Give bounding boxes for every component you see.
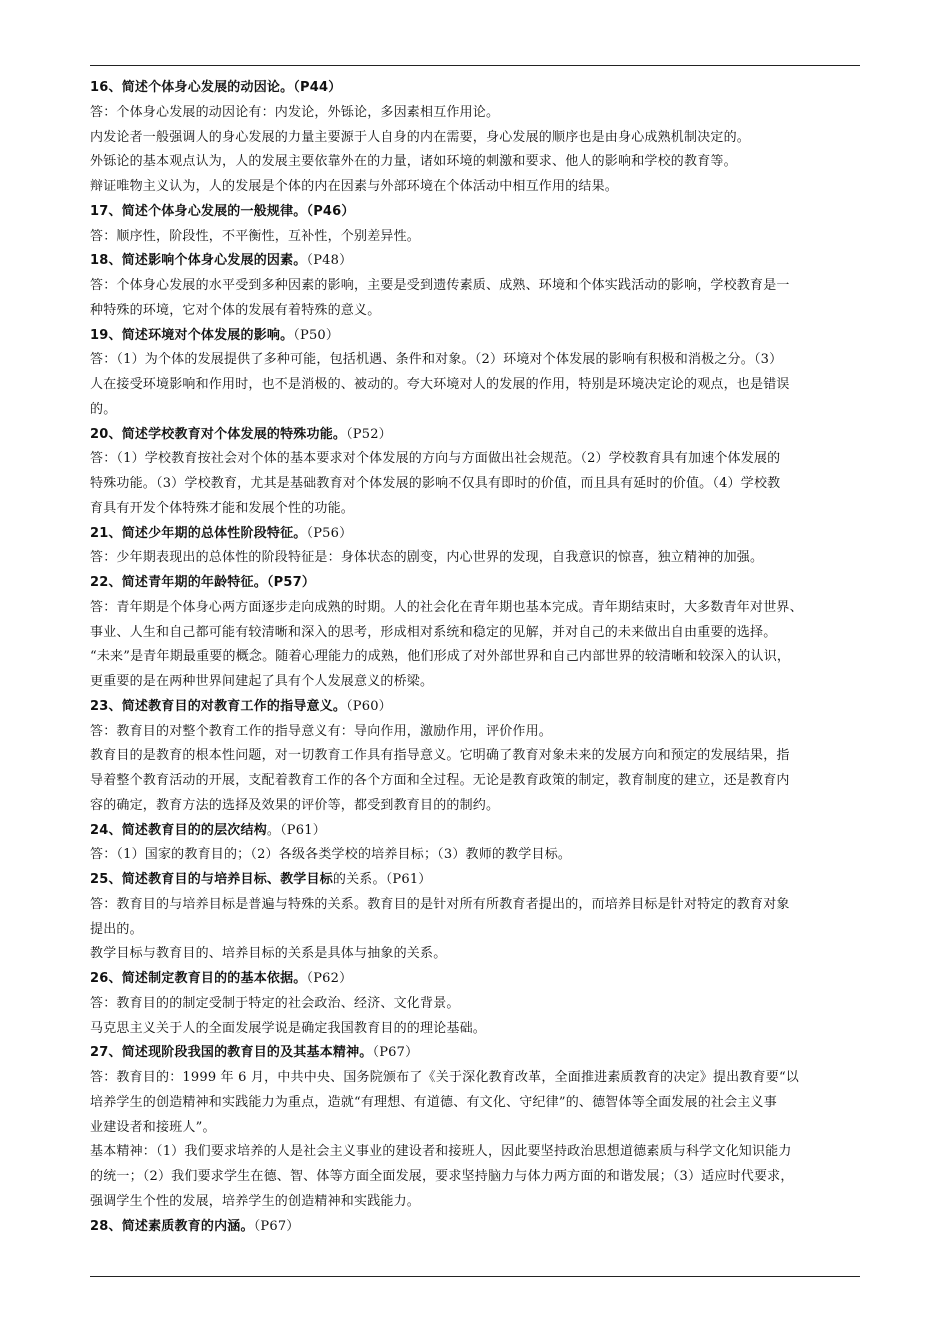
answer-line: 更重要的是在两种世界间建起了具有个人发展意义的桥梁。 [90,674,434,689]
answer-line: 基本精神：（1）我们要求培养的人是社会主义事业的建设者和接班人，因此要坚持政治思想道德素质与科学文化知识能力 [90,1144,792,1160]
page-reference: （P67） [372,1045,419,1061]
answer-line: 答：个体身心发展的水平受到多种因素的影响，主要是受到遗传素质、成熟、环境和个体实践活动的影响，学校教育是一 [90,278,790,293]
answer-line: 答：教育目的对整个教育工作的指导意义有：导向作用，激励作用，评价作用。 [90,723,553,739]
page-reference: （P52） [346,426,392,442]
question-title: 25、简述教育目的与培养目标、教学目标 [90,872,333,887]
question-title: 17、简述个体身心发展的一般规律。 [90,203,307,219]
question-heading [90,967,860,992]
question-title: 19、简述环境对个体发展的影响。 [90,327,294,343]
page-reference: （P48） [306,253,353,269]
page-reference: 。（P61） [266,822,326,838]
answer-line: 答：少年期表现出的总体性的阶段特征是：身体状态的剧变，内心世界的发现，自我意识的惊喜，独立精神的加强。 [90,550,764,566]
question-heading [90,1041,860,1066]
answer-line: 答：教育目的：1999 年 6 月，中共中央、国务院颁布了《关于深化教育改革，全面推进素质教育的决定》提出教育要“以 [90,1070,799,1085]
question-title: 16、简述个体身心发展的动因论。 [90,80,294,95]
answer-line: 答：（1）国家的教育目的；（2）各级各类学校的培养目标；（3）教师的教学目标。 [90,847,572,863]
question-heading [90,423,860,448]
answer-line: 人在接受环境影响和作用时，也不是消极的、被动的。夸大环境对人的发展的作用，特别是环境决定论的观点，也是错误 [90,377,790,392]
answer-line: 外铄论的基本观点认为，人的发展主要依靠外在的力量，诸如环境的刺激和要求、他人的影响和学校的教育等。 [90,154,737,170]
answer-line: 提出的。 [90,921,143,937]
answer-line: 答：（1）学校教育按社会对个体的基本要求对个体发展的方向与方面做出社会规范。（2）学校教育具有加速个体发展的 [90,451,781,467]
answer-line: 业建设者和接班人”。 [90,1119,216,1135]
answer-line: 容的确定，教育方法的选择及效果的评价等，都受到教育目的的制约。 [90,797,500,813]
question-title: 23、简述教育目的对教育工作的指导意义。 [90,698,347,714]
answer-line: 答：教育目的与培养目标是普遍与特殊的关系。教育目的是针对所有所教育者提出的，而培养目标是针对特定的教育对象 [90,896,790,912]
question-title: 26、简述制定教育目的的基本依据。 [90,971,307,986]
answer-line: 强调学生个性的发展，培养学生的创造精神和实践能力。 [90,1193,421,1209]
answer-line: 导着整个教育活动的开展，支配着教育工作的各个方面和全过程。无论是教育政策的制定，教育制度的建立，还是教育内 [90,773,790,788]
question-heading [90,868,860,893]
answer-line: 答：（1）为个体的发展提供了多种可能，包括机遇、条件和对象。（2）环境对个体发展的影响有积极和消极之分。（3） [90,352,783,368]
answer-line: 的统一；（2）我们要求学生在德、智、体等方面全面发展，要求坚持脑力与体力两方面的和谐发展；（3）适应时代要求， [90,1169,794,1184]
page-reference: （P67） [253,1218,300,1234]
answer-line: 事业、人生和自己都可能有较清晰和深入的思考，形成相对系统和稳定的见解，并对自己的未来做出自由重要的选择。 [90,624,777,640]
question-heading [90,571,860,596]
answer-line: 的。 [90,401,117,417]
question-title: 21、简述少年期的总体性阶段特征。 [90,525,307,541]
answer-line: 答：个体身心发展的动因论有：内发论，外铄论，多因素相互作用论。 [90,104,500,120]
answer-line: “未来”是青年期最重要的概念。随着心理能力的成熟，他们形成了对外部世界和自己内部世界的较清晰和较深入的认识， [90,649,791,665]
answer-line: 种特殊的环境，它对个体的发展有着特殊的意义。 [90,302,381,318]
answer-line: 马克思主义关于人的全面发展学说是确定我国教育目的的理论基础。 [90,1020,487,1036]
question-title: 27、简述现阶段我国的教育目的及其基本精神。 [90,1045,373,1061]
answer-line: 教学目标与教育目的、培养目标的关系是具体与抽象的关系。 [90,946,447,962]
question-heading [90,522,860,547]
answer-line: 特殊功能。（3）学校教育，尤其是基础教育对个体发展的影响不仅具有即时的价值，而且具有延时的价值。（4）学校教 [90,476,781,491]
header-rule [90,65,860,66]
question-heading [90,324,860,349]
page-reference: （P50） [293,327,340,343]
question-title: 24、简述教育目的的层次结构 [90,822,267,838]
answer-line: 辩证唯物主义认为，人的发展是个体的内在因素与外部环境在个体活动中相互作用的结果。 [90,179,619,194]
page-reference: （P60） [346,698,392,714]
question-heading [90,1215,860,1240]
answer-line: 答：顺序性，阶段性，不平衡性，互补性，个别差异性。 [90,228,421,244]
question-heading [90,695,860,720]
answer-line: 内发论者一般强调人的身心发展的力量主要源于人自身的内在需要，身心发展的顺序也是由身心成熟机制决定的。 [90,129,751,145]
answer-line: 答：教育目的的制定受制于特定的社会政治、经济、文化背景。 [90,995,460,1011]
question-title: 22、简述青年期的年龄特征。 [90,575,267,590]
question-title: 28、简述素质教育的内涵。 [90,1218,254,1234]
question-title: 18、简述影响个体身心发展的因素。 [90,253,307,269]
page-reference: （P46） [306,203,355,219]
page-reference: （P44） [293,80,342,95]
question-title: 20、简述学校教育对个体发展的特殊功能。 [90,426,347,442]
question-heading [90,819,860,844]
footer-rule [90,1276,860,1277]
document-body [90,76,860,1239]
answer-line: 教育目的是教育的根本性问题，对一切教育工作具有指导意义。它明确了教育对象未来的发展方向和预定的发展结果，指 [90,748,790,764]
page-reference: （P57） [266,575,316,590]
answer-line: 培养学生的创造精神和实践能力为重点，造就“有理想、有道德、有文化、守纪律”的、德智体等全面发展的社会主义事 [90,1094,777,1110]
question-heading [90,249,860,274]
answer-line: 育具有开发个体特殊才能和发展个性的功能。 [90,500,355,516]
answer-line: 答：青年期是个体身心两方面逐步走向成熟的时期。人的社会化在青年期也基本完成。青年期结束时，大多数青年对世界、 [90,599,803,615]
question-heading [90,200,860,225]
page-reference: 的关系。（P61） [332,872,432,887]
page-reference: （P56） [306,525,353,541]
question-heading [90,76,860,101]
page-reference: （P62） [306,971,353,986]
